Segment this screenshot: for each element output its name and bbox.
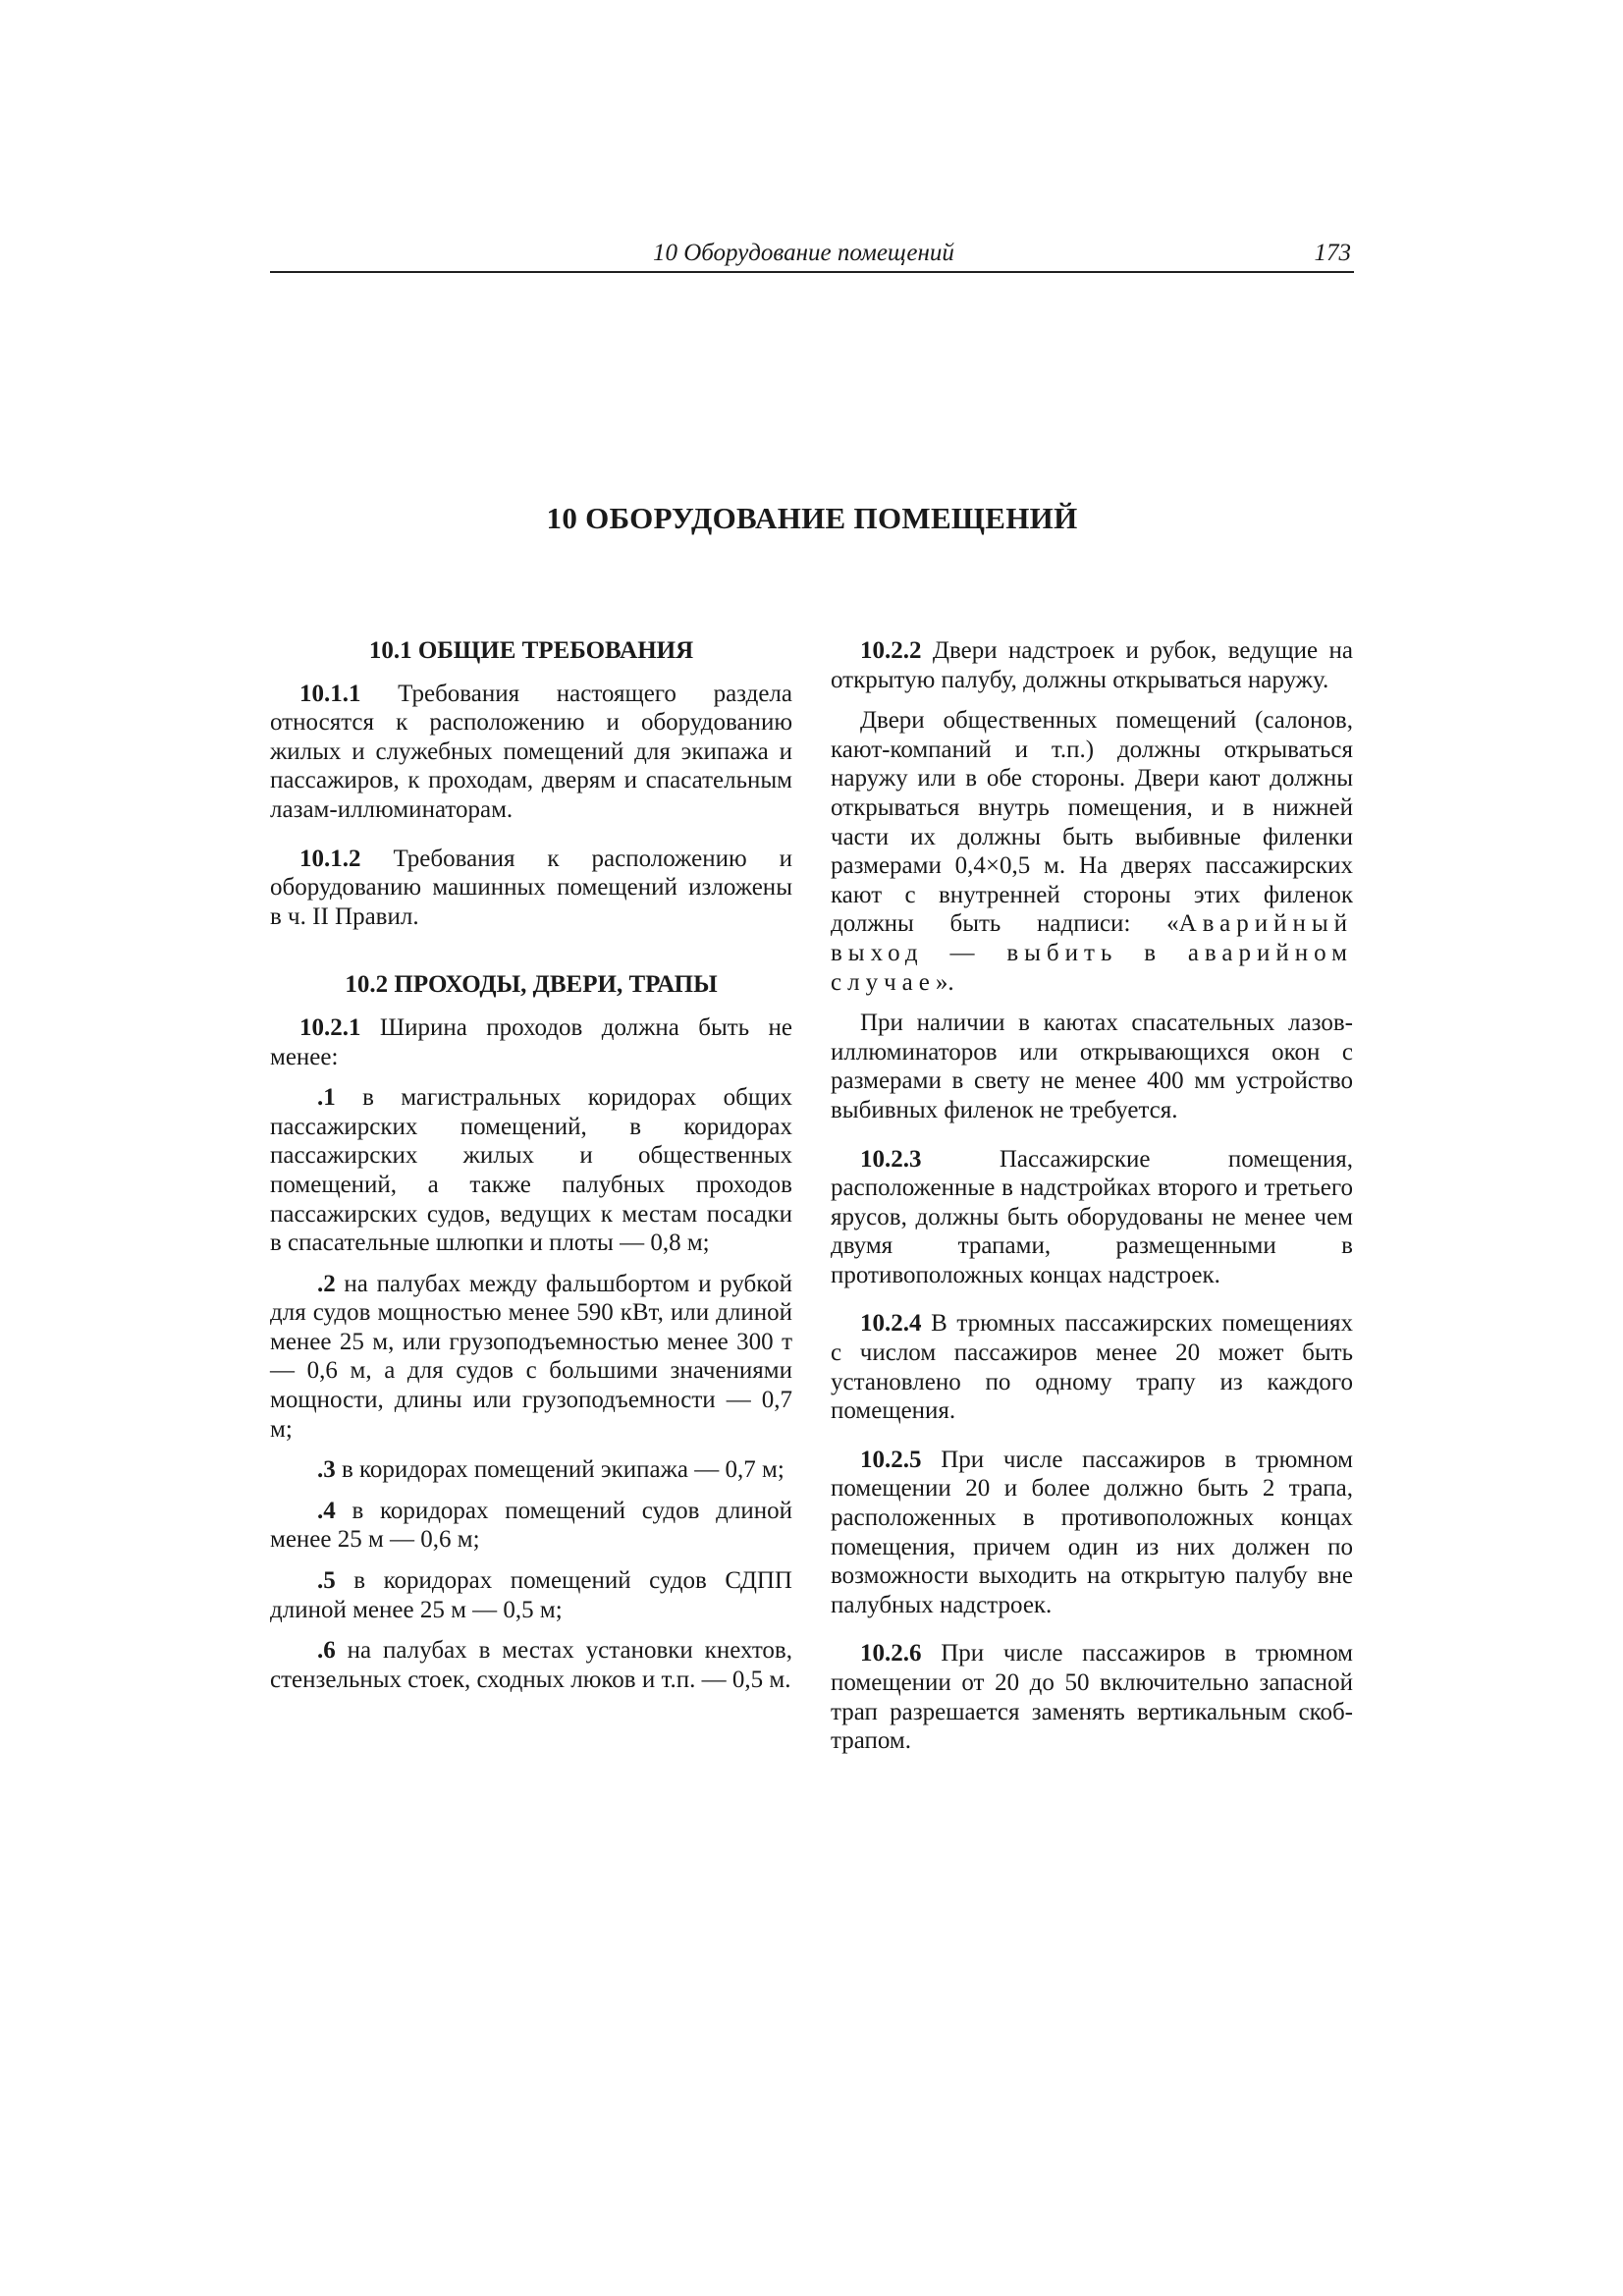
header-title: 10 Оборудование помещений [653, 240, 954, 266]
clause-text: При числе пассажиров в трюмном помещении 20 и более должно быть 2 трапа, расположенных в противоположных концах помещения, причем один из них должен по возможности выходить на открытую палубу вне палубных надстроек. [831, 1446, 1353, 1618]
item-number: .6 [317, 1637, 336, 1665]
item-number: .4 [317, 1497, 336, 1524]
doors-text: Двери общественных помещений (салонов, кают-компаний и т.п.) должны открываться наружу или в обе стороны. Двери кают должны открываться внутрь помещения, и в нижней части их должны быть выбивные филенки размерами 0,4×0,5 м. На дверях пассажирских кают с внутренней стороны этих филенок должны быть надписи: « [831, 707, 1353, 938]
page-number: 173 [1314, 240, 1351, 266]
clause-text: При числе пассажиров в трюмном помещении от 20 до 50 включительно запасной трап разрешается заменять вертикальным скоб-трапом. [831, 1640, 1353, 1755]
clause-number: 10.2.5 [860, 1446, 922, 1473]
paragraph-10-2-4 [831, 1309, 1353, 1425]
list-item-1 [270, 1083, 792, 1258]
clause-text: Требования к расположению и оборудованию машинных помещений изложены в ч. II Правил. [270, 845, 792, 930]
section-heading-10-2: 10.2 ПРОХОДЫ, ДВЕРИ, ТРАПЫ [345, 971, 718, 999]
item-text: в коридорах помещений судов СДПП длиной менее 25 м — 0,5 м; [270, 1567, 792, 1623]
paragraph-10-2-5 [831, 1446, 1353, 1620]
item-number: .1 [317, 1084, 336, 1112]
item-text: в магистральных коридорах общих пассажирских помещений, в коридорах пассажирских жилых и общественных помещений, а также палубных проходов пассажирских судов, ведущих к местам посадки в спасательные шлюпки и плоты — 0,8 м; [270, 1084, 792, 1257]
clause-number: 10.2.1 [299, 1013, 361, 1041]
left-column [270, 636, 792, 1694]
clause-text: Ширина проходов должна быть не менее: [270, 1013, 792, 1070]
item-number: .2 [317, 1270, 336, 1297]
item-text: на палубах в местах установки кнехтов, стензельных стоек, сходных люков и т.п. — 0,5 м. [270, 1637, 792, 1693]
clause-text: Пассажирские помещения, расположенные в надстройках второго и третьего ярусов, должны быть оборудованы не менее чем двумя трапами, размещенными в противоположных концах надстроек. [831, 1145, 1353, 1288]
clause-text: Двери надстроек и рубок, ведущие на открытую палубу, должны открываться наружу. [831, 637, 1353, 693]
paragraph-10-2-3 [831, 1145, 1353, 1290]
clause-text: В трюмных пассажирских помещениях с числом пассажиров менее 20 может быть установлено по одному трапу из каждого помещения. [831, 1310, 1353, 1425]
paragraph-10-1-1 [270, 680, 792, 825]
chapter-title: 10 ОБОРУДОВАНИЕ ПОМЕЩЕНИЙ [546, 501, 1078, 535]
paragraph-doors [831, 706, 1353, 997]
list-item-3 [270, 1455, 792, 1485]
list-item-5 [270, 1566, 792, 1624]
doors-text-end: ». [935, 968, 954, 996]
list-item-2 [270, 1270, 792, 1445]
right-column [831, 636, 1353, 1756]
paragraph-10-2-2 [831, 636, 1353, 694]
item-number: .5 [317, 1567, 336, 1595]
paragraph-lazy [831, 1009, 1353, 1124]
item-text: на палубах между фальшбортом и рубкой для судов мощностью менее 590 кВт, или длиной менее 25 м, или грузоподъемностью менее 300 т — 0,6 м, а для судов с большими значениями мощности, длины или грузоподъемности — 0,7 м; [270, 1270, 792, 1443]
item-text: в коридорах помещений судов длиной менее 25 м — 0,6 м; [270, 1497, 792, 1554]
section-heading-10-1: 10.1 ОБЩИЕ ТРЕБОВАНИЯ [368, 637, 694, 664]
list-item-6 [270, 1636, 792, 1694]
paragraph-10-2-6 [831, 1639, 1353, 1755]
emergency-exit-inscription: Аварийный выход — выбить в аварийном случае [831, 910, 1353, 996]
clause-number: 10.2.3 [860, 1145, 922, 1173]
paragraph-10-1-2 [270, 845, 792, 932]
item-number: .3 [317, 1456, 336, 1484]
clause-number: 10.2.2 [860, 637, 922, 664]
clause-number: 10.1.2 [299, 845, 361, 872]
clause-text: Требования настоящего раздела относятся к расположению и оборудованию жилых и служебных помещений для экипажа и пассажиров, к проходам, дверям и спасательным лазам-иллюминаторам. [270, 680, 792, 823]
running-header [270, 240, 1354, 273]
list-item-4 [270, 1497, 792, 1555]
paragraph-10-2-1 [270, 1013, 792, 1071]
lazy-text: При наличии в каютах спасательных лазов-иллюминаторов или открывающихся окон с размерами в свету не менее 400 мм устройство выбивных филенок не требуется. [831, 1010, 1353, 1123]
clause-number: 10.2.4 [860, 1310, 922, 1338]
clause-number: 10.1.1 [299, 680, 361, 707]
clause-number: 10.2.6 [860, 1640, 922, 1667]
item-text: в коридорах помещений экипажа — 0,7 м; [335, 1456, 784, 1484]
